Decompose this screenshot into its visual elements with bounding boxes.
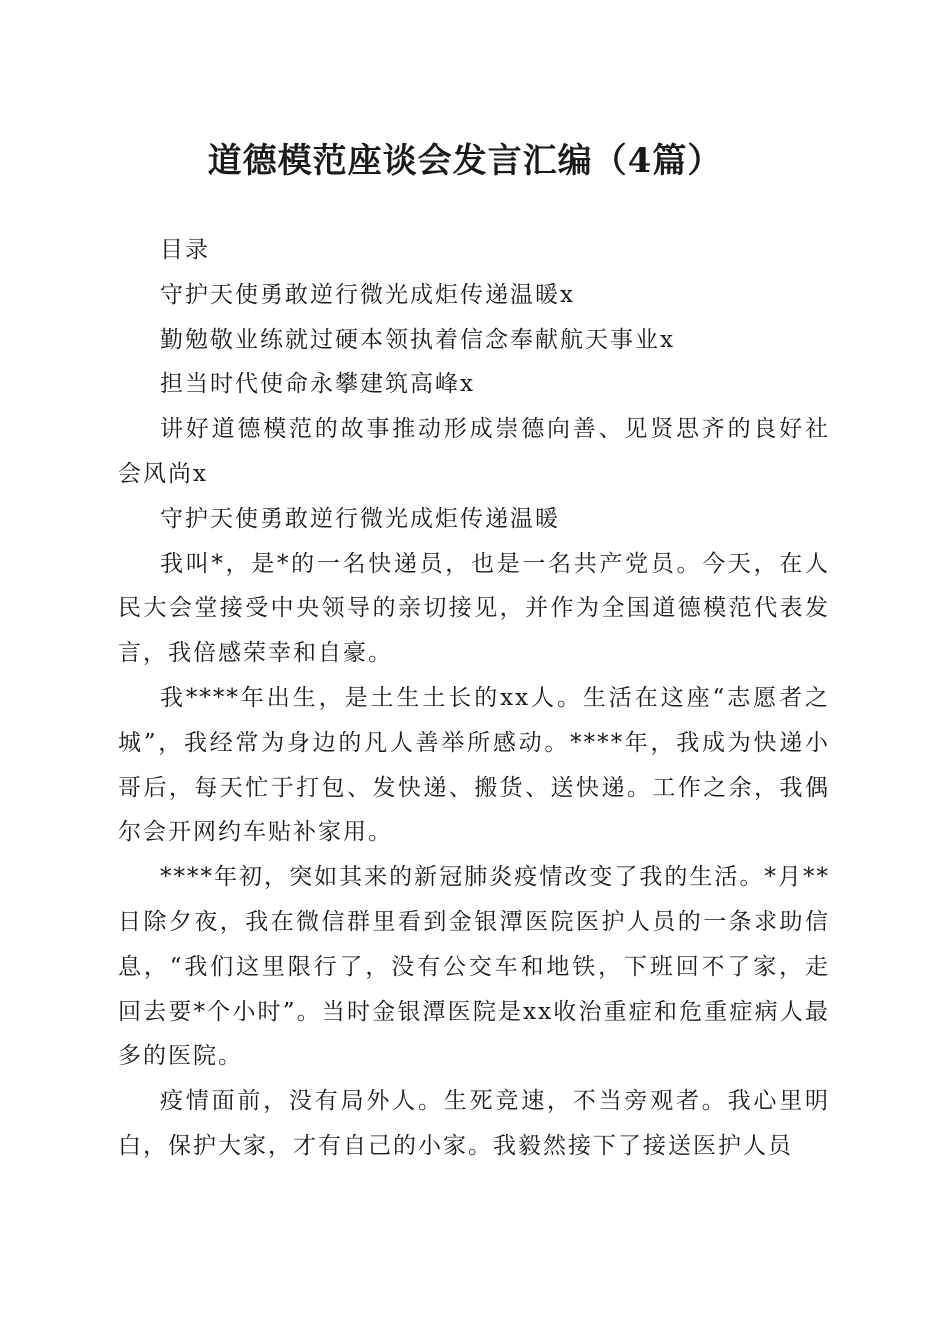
document-title: 道德模范座谈会发言汇编（4篇） [207,141,723,181]
paragraph: ****年初，突如其来的新冠肺炎疫情改变了我的生活。*月**日除夕夜，我在微信群里看到金银潭医院医护人员的一条求助信息，“我们这里限行了，没有公交车和地铁，下班回不了家，走回去要*个小时”。当时金银潭医院是xx收治重症和危重症病人最多的医院。 [118,864,830,1070]
paragraph: 疫情面前，没有局外人。生死竞速，不当旁观者。我心里明白，保护大家，才有自己的小家。我毅然接下了接送医护人员 [118,1088,830,1159]
document-body [118,228,830,1169]
toc-item: 勤勉敬业练就过硬本领执着信念奉献航天事业x [160,326,675,353]
toc-item: 讲好道德模范的故事推动形成崇德向善、见贤思齐的良好社会风尚x [118,416,830,487]
toc-item: 守护天使勇敢逆行微光成炬传递温暖x [160,281,575,308]
toc-item: 担当时代使命永攀建筑高峰x [160,371,475,398]
paragraph: 我叫*，是*的一名快递员，也是一名共产党员。今天，在人民大会堂接受中央领导的亲切接见，并作为全国道德模范代表发言，我倍感荣幸和自豪。 [118,550,830,667]
section-title: 守护天使勇敢逆行微光成炬传递温暖 [160,505,560,532]
paragraph: 我****年出生，是土生土长的xx人。生活在这座“志愿者之城”，我经常为身边的凡人善举所感动。****年，我成为快递小哥后，每天忙于打包、发快递、搬货、送快递。工作之余，我偶尔会开网约车贴补家用。 [118,684,830,846]
toc-heading: 目录 [160,237,210,263]
